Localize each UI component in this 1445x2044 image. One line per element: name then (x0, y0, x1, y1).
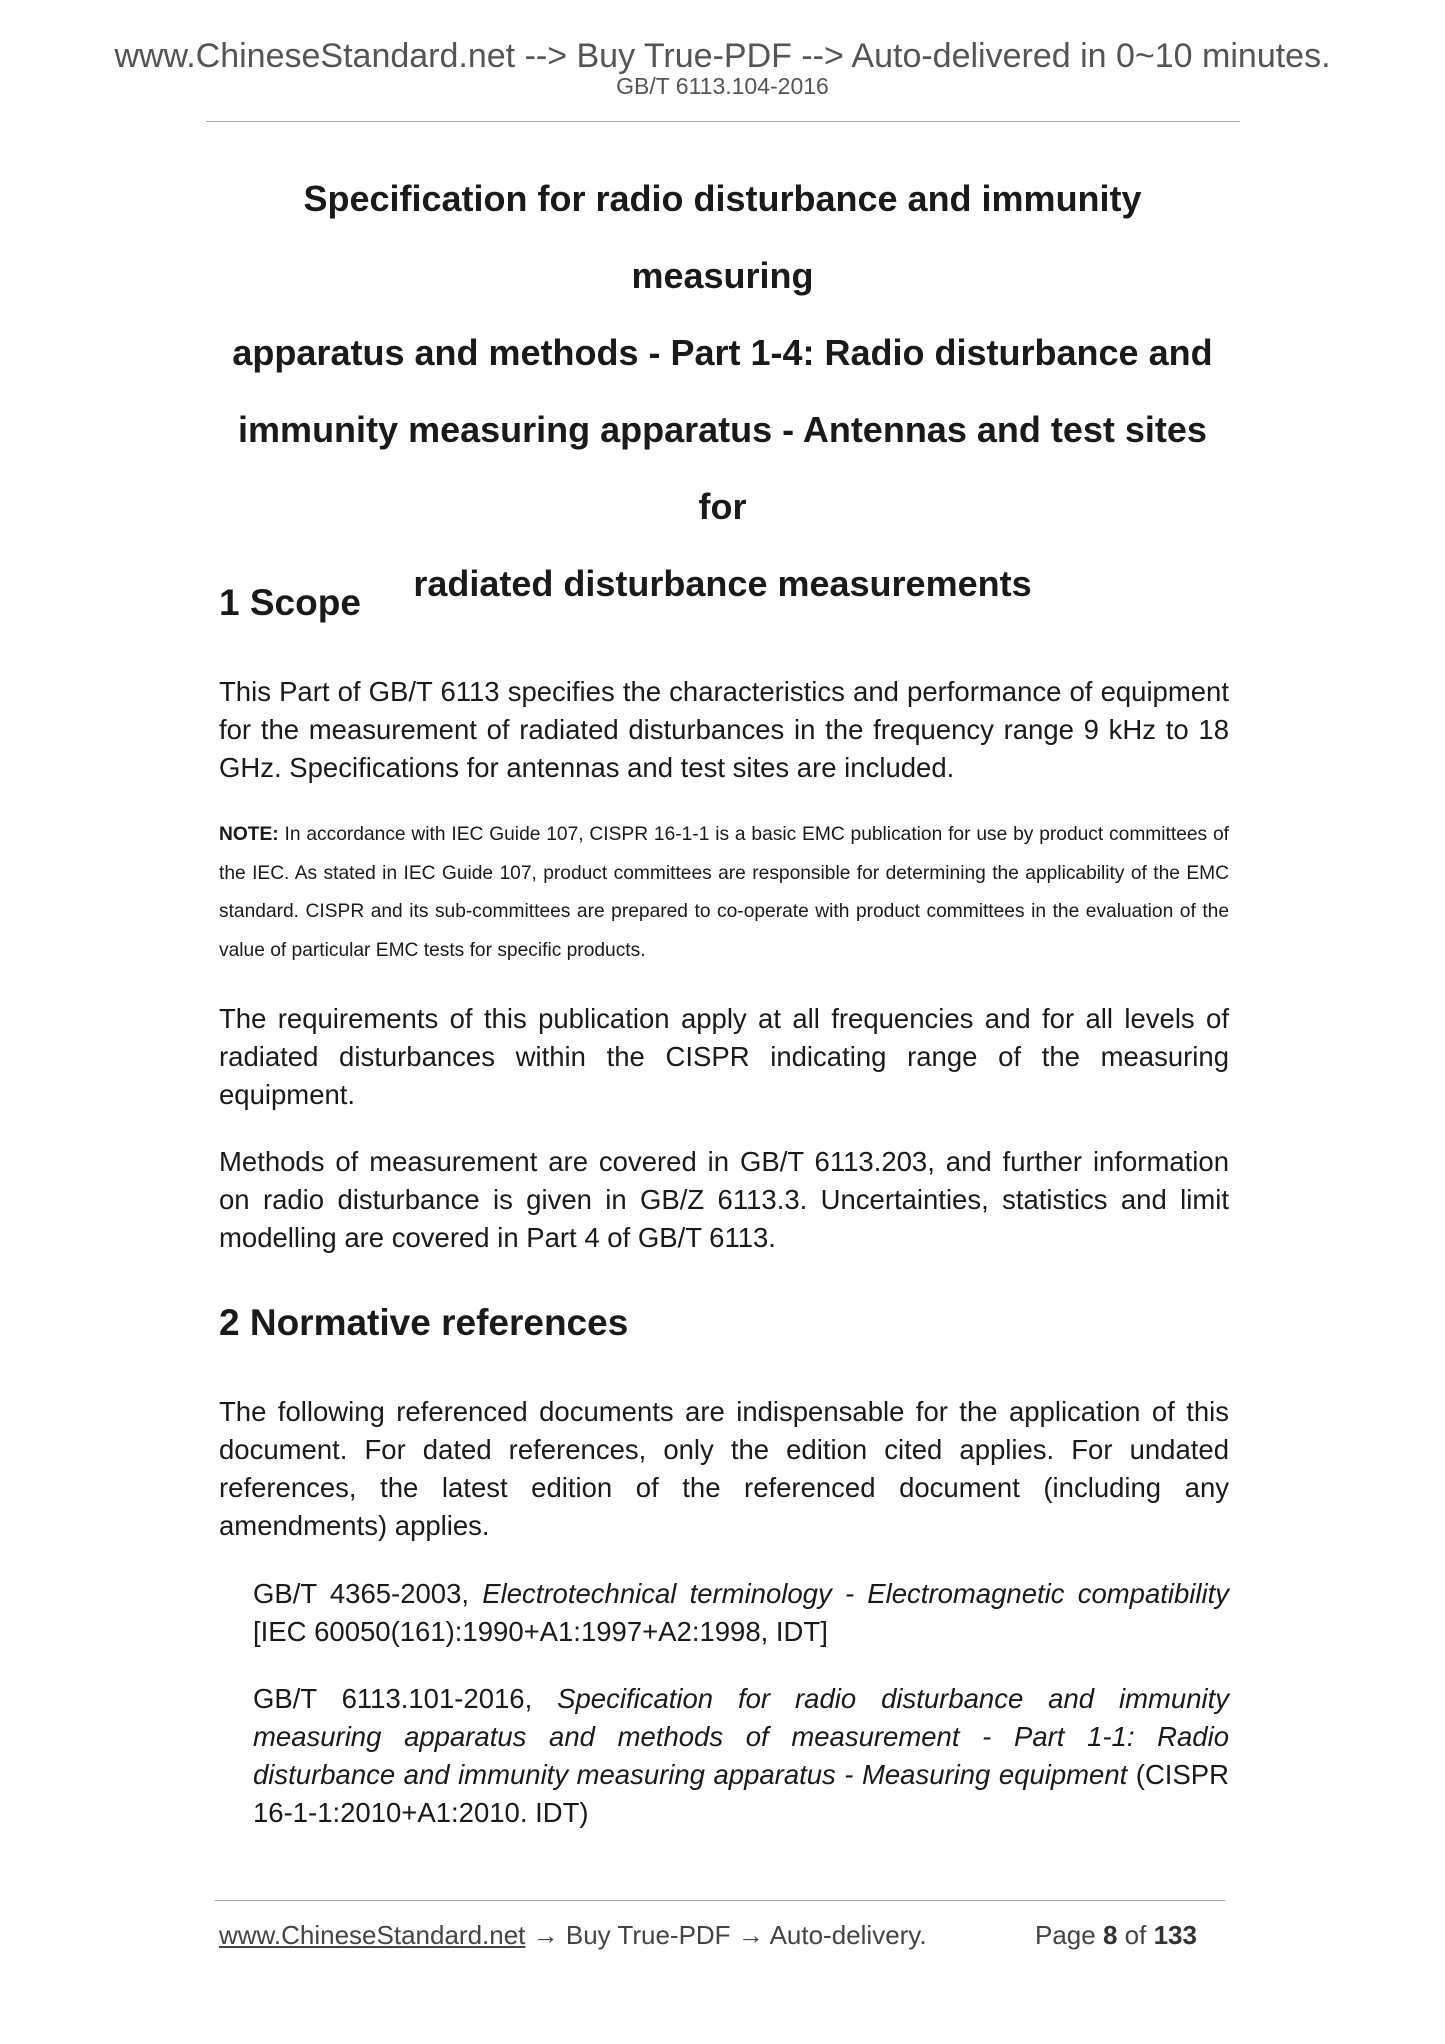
footer-divider (215, 1900, 1225, 1901)
document-code: GB/T 6113.104-2016 (616, 73, 829, 99)
page-total: 133 (1153, 1920, 1197, 1950)
footer-link[interactable]: www.ChineseStandard.net (219, 1920, 526, 1950)
reference-suffix: [IEC 60050(161):1990+A1:1997+A2:1998, IDT] (253, 1616, 828, 1647)
note-text: In accordance with IEC Guide 107, CISPR 16-1-1 is a basic EMC publication for use by product committees of the IEC. As stated in IEC Guide 107, product committees are responsible for determining the applicability of the EMC standard. CISPR and its sub-committees are prepared to co-operate with product committees in the evaluation of the value of particular EMC tests for specific products. (219, 824, 1229, 961)
page-indicator (1035, 1918, 1197, 1952)
scope-note (219, 816, 1229, 970)
section-heading-scope: 1 Scope (219, 582, 361, 623)
scope-paragraph: This Part of GB/T 6113 specifies the characteristics and performance of equipment for the measurement of radiated disturbances in the frequency range 9 kHz to 18 GHz. Specifications for antennas and test sites are included. (219, 676, 1229, 783)
reference-title: Specification for radio disturbance and immunity measuring apparatus and methods of measurement - Part 1-1: Radio disturbance and immunity measuring apparatus - Measuring equipment (253, 1683, 1229, 1790)
page-number: 8 (1102, 1920, 1118, 1950)
title-line: apparatus and methods - Part 1-4: Radio disturbance and (232, 332, 1213, 373)
footer-text: → Buy True-PDF → Auto-delivery. (525, 1920, 927, 1950)
scope-paragraph: Methods of measurement are covered in GB/T 6113.203, and further information on radio disturbance is given in GB/Z 6113.3. Uncertainties, statistics and limit modelling are covered in Part 4 of GB/T 6113. (219, 1146, 1229, 1253)
reference-code: GB/T 6113.101-2016, (253, 1683, 558, 1714)
reference-code: GB/T 4365-2003, (253, 1578, 483, 1609)
scope-paragraph: The requirements of this publication apply at all frequencies and for all levels of radiated disturbances within the CISPR indicating range of the measuring equipment. (219, 1003, 1229, 1110)
title-line: immunity measuring apparatus - Antennas and test sites for (238, 409, 1207, 527)
reference-suffix: (CISPR 16-1-1:2010+A1:2010. IDT) (253, 1759, 1229, 1828)
of-label: of (1117, 1920, 1154, 1950)
document-title (215, 160, 1230, 622)
page-label: Page (1035, 1920, 1103, 1950)
note-label: NOTE: (219, 824, 279, 845)
title-line: radiated disturbance measurements (413, 563, 1032, 604)
reference-item (253, 1680, 1229, 1832)
references-intro-paragraph: The following referenced documents are indispensable for the application of this document. For dated references, only the edition cited applies. For undated references, the latest edition of the referenced document (including any amendments) applies. (219, 1396, 1229, 1541)
title-line: Specification for radio disturbance and immunity measuring (303, 178, 1142, 296)
reference-item (253, 1575, 1229, 1651)
section-heading-normative-references: 2 Normative references (219, 1302, 629, 1343)
top-banner: www.ChineseStandard.net --> Buy True-PDF --> Auto-delivered in 0~10 minutes. (114, 37, 1331, 75)
footer-left (219, 1918, 927, 1952)
header-divider (206, 121, 1240, 122)
reference-title: Electrotechnical terminology - Electromagnetic compatibility (482, 1578, 1229, 1609)
